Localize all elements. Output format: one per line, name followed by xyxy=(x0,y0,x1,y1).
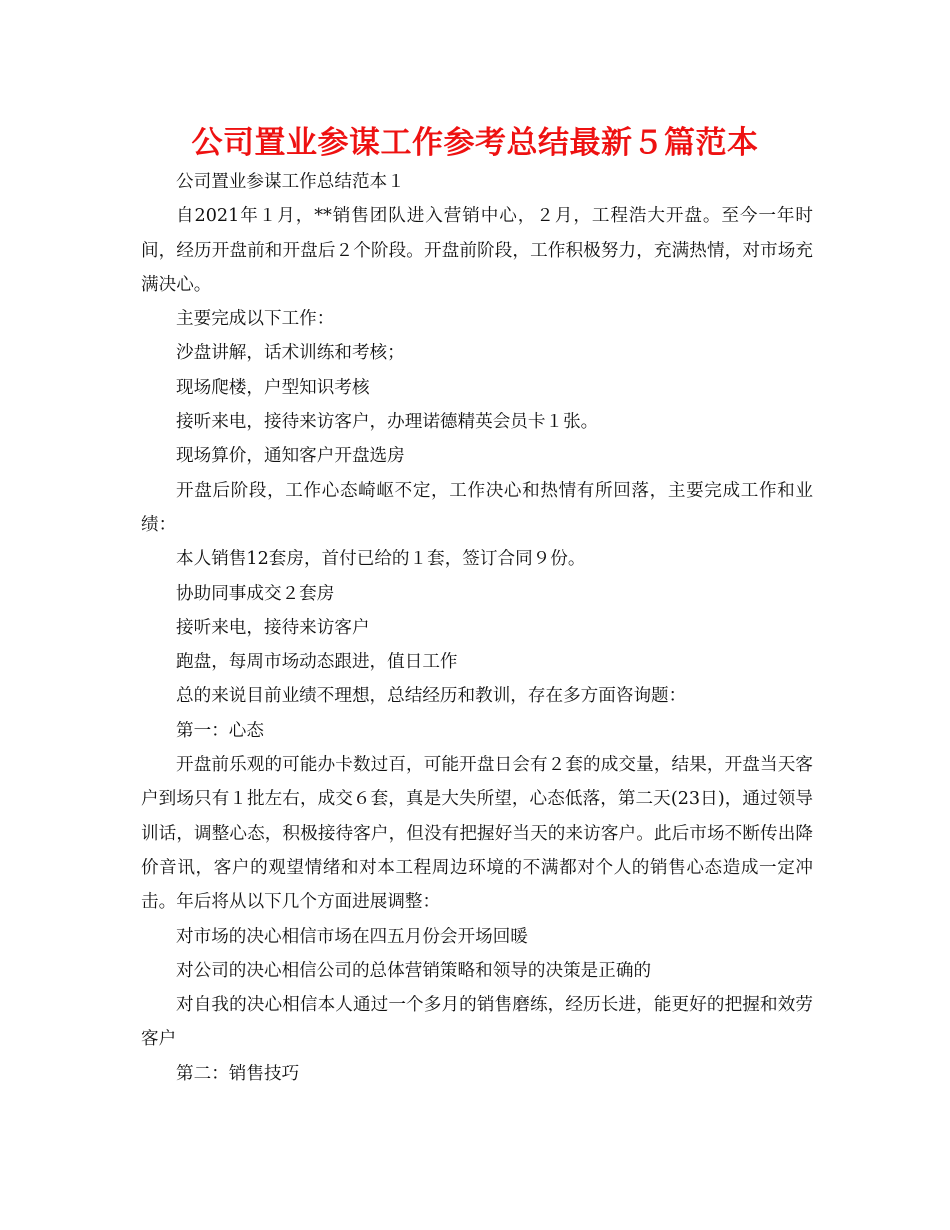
paragraph: 对公司的决心相信公司的总体营销策略和领导的决策是正确的 xyxy=(176,960,652,981)
paragraph: 开盘前乐观的可能办卡数过百，可能开盘日会有２套的成交量，结果，开盘当天客户到场只有１批左右，成交６套，真是大失所望，心态低落，第二天(23日)，通过领导训话，调整心态，积极接待客户，但没有把握好当天的来访客户。此后市场不断传出降价音讯，客户的观望情绪和对本工程周边环境的不满都对个人的销售心态造成一定冲击。年后将从以下几个方面进展调整： xyxy=(141,755,813,913)
paragraph: 对自我的决心相信本人通过一个多月的销售磨练，经历长进，能更好的把握和效劳客户 xyxy=(141,995,813,1050)
paragraph: 沙盘讲解，话术训练和考核； xyxy=(176,343,405,364)
paragraph: 接听来电，接待来访客户，办理诺德精英会员卡１张。 xyxy=(176,412,599,433)
paragraph: 主要完成以下工作： xyxy=(176,309,335,330)
paragraph: 现场算价，通知客户开盘选房 xyxy=(176,446,405,467)
paragraph: 本人销售12套房，首付已给的１套，签订合同９份。 xyxy=(176,549,586,570)
paragraph: 现场爬楼，户型知识考核 xyxy=(176,377,370,398)
paragraph-subtitle: 公司置业参谋工作总结范本１ xyxy=(176,172,405,192)
paragraph: 对市场的决心相信市场在四五月份会开场回暖 xyxy=(176,926,528,947)
paragraph: 总的来说目前业绩不理想，总结经历和教训，存在多方面咨询题： xyxy=(176,686,687,707)
section-heading: 第一：心态 xyxy=(176,720,264,741)
section-heading: 第二：销售技巧 xyxy=(176,1063,300,1084)
document-body xyxy=(141,165,813,1091)
paragraph: 自2021年１月，**销售团队进入营销中心，２月，工程浩大开盘。至今一年时间，经历开盘前和开盘后２个阶段。开盘前阶段，工作积极努力，充满热情，对市场充满决心。 xyxy=(141,206,813,295)
paragraph: 跑盘，每周市场动态跟进，值日工作 xyxy=(176,652,458,673)
paragraph: 协助同事成交２套房 xyxy=(176,583,335,604)
document-title: 公司置业参谋工作参考总结最新５篇范本 xyxy=(191,125,759,161)
paragraph: 接听来电，接待来访客户 xyxy=(176,617,370,638)
paragraph: 开盘后阶段，工作心态崎岖不定，工作决心和热情有所回落，主要完成工作和业绩： xyxy=(141,480,813,535)
